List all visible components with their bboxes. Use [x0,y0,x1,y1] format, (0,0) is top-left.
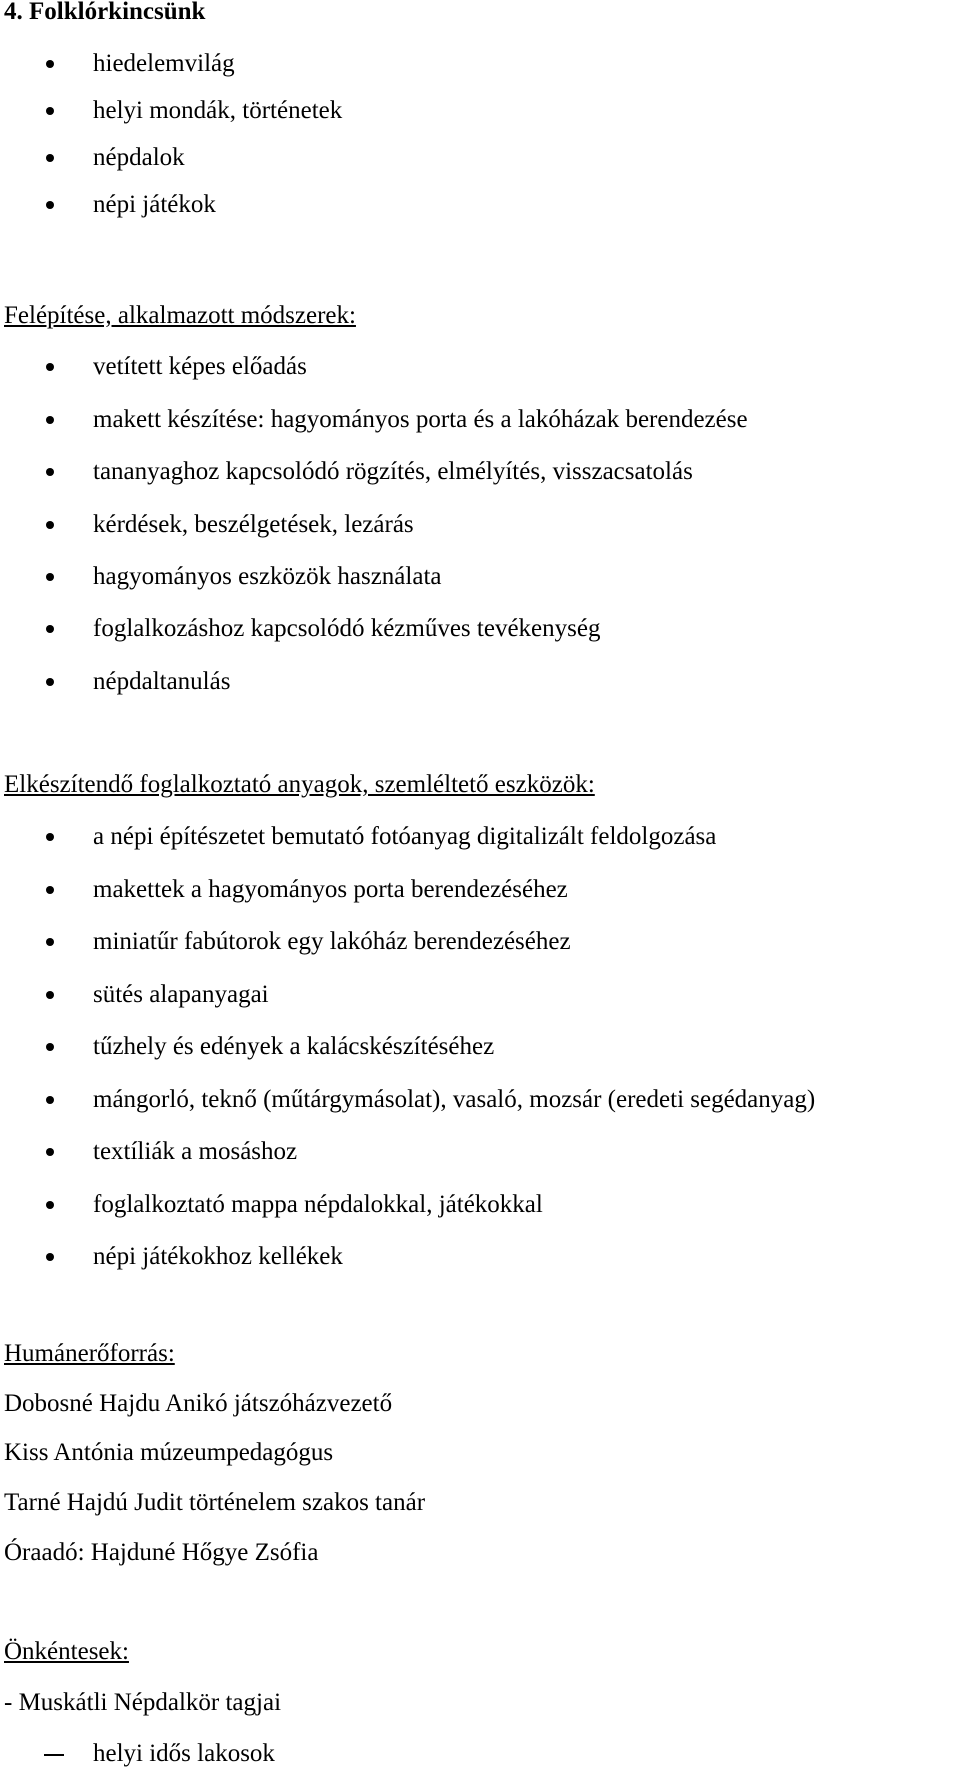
list-item-text: a népi építészetet bemutató fotóanyag digitalizált feldolgozása [93,823,717,850]
list-item-text: helyi idős lakosok [93,1740,275,1767]
list-item-text: tananyaghoz kapcsolódó rögzítés, elmélyítés, visszacsatolás [93,458,693,485]
list-item-text: népdalok [93,144,185,171]
bullet-icon [46,1148,54,1156]
bullet-icon [46,625,54,633]
list-item-text: textíliák a mosáshoz [93,1138,298,1165]
list-item-text: tűzhely és edények a kalácskészítéséhez [93,1033,495,1060]
list-item-text: népi játékok [93,191,216,218]
staff-line: Óraadó: Hajduné Hőgye Zsófia [4,1539,319,1566]
staff-line: Dobosné Hajdu Anikó játszóházvezető [4,1390,393,1417]
list-item-text: miniatűr fabútorok egy lakóház berendezéséhez [93,928,571,955]
structure-label: Felépítése, alkalmazott módszerek: [4,302,356,329]
bullet-icon [46,416,54,424]
volunteers-label: Önkéntesek: [4,1638,129,1665]
list-item-text: kérdések, beszélgetések, lezárás [93,511,414,538]
bullet-icon [46,1043,54,1051]
list-item-text: hagyományos eszközök használata [93,563,442,590]
staff-line: Tarné Hajdú Judit történelem szakos tanár [4,1489,426,1516]
dash-icon [44,1754,64,1756]
bullet-icon [46,833,54,841]
bullet-icon [46,938,54,946]
bullet-icon [46,1201,54,1209]
bullet-icon [46,886,54,894]
bullet-icon [46,201,54,209]
list-item-text: népdaltanulás [93,668,231,695]
list-item-text: sütés alapanyagai [93,981,269,1008]
bullet-icon [46,468,54,476]
human-resources-label: Humánerőforrás: [4,1340,175,1367]
list-item-text: vetített képes előadás [93,353,307,380]
bullet-icon [46,1253,54,1261]
list-item-text: hiedelemvilág [93,50,235,77]
bullet-icon [46,107,54,115]
bullet-icon [46,154,54,162]
bullet-icon [46,521,54,529]
list-item-text: népi játékokhoz kellékek [93,1243,343,1270]
bullet-icon [46,1096,54,1104]
bullet-icon [46,678,54,686]
list-item-text: helyi mondák, történetek [93,97,343,124]
list-item-text: makettek a hagyományos porta berendezéséhez [93,876,568,903]
bullet-icon [46,573,54,581]
bullet-icon [46,60,54,68]
bullet-icon [46,363,54,371]
list-item-text: makett készítése: hagyományos porta és a lakóházak berendezése [93,406,748,433]
section-heading: 4. Folklórkincsünk [4,0,206,25]
materials-label: Elkészítendő foglalkoztató anyagok, szemléltető eszközök: [4,771,595,798]
volunteer-line: - Muskátli Népdalkör tagjai [4,1689,282,1716]
list-item-text: foglalkoztató mappa népdalokkal, játékokkal [93,1191,543,1218]
list-item-text: mángorló, teknő (műtárgymásolat), vasaló, mozsár (eredeti segédanyag) [93,1086,816,1113]
staff-line: Kiss Antónia múzeumpedagógus [4,1439,334,1466]
bullet-icon [46,991,54,999]
list-item-text: foglalkozáshoz kapcsolódó kézműves tevékenység [93,615,601,642]
